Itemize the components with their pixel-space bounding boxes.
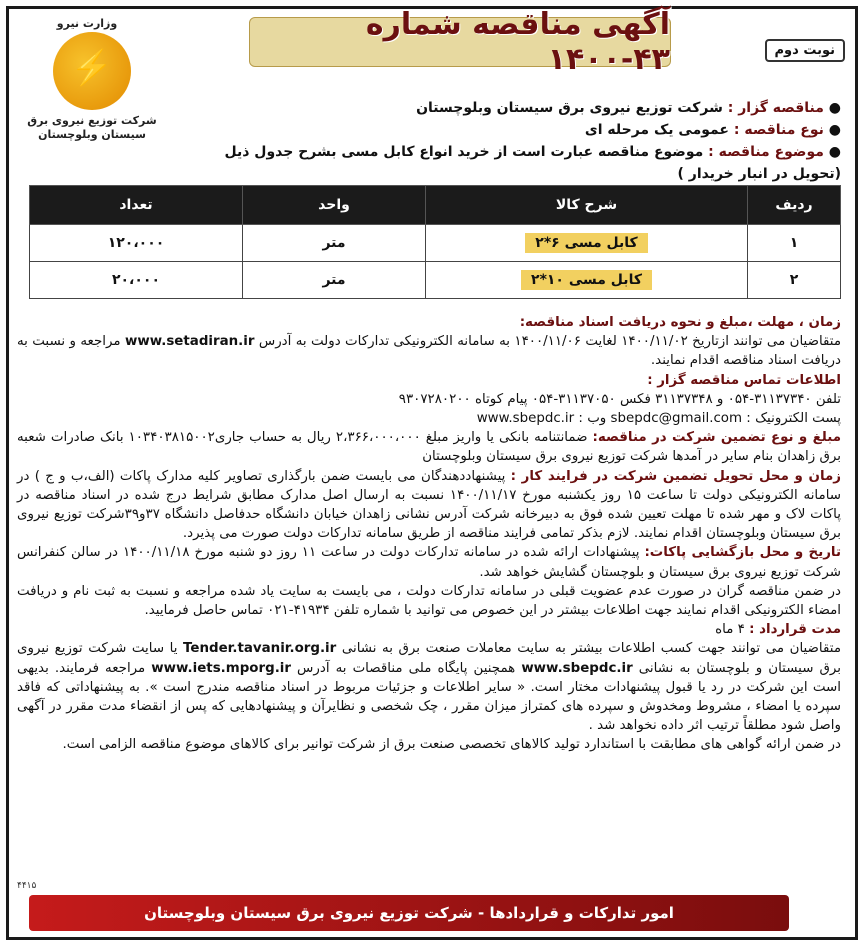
setadiran-link[interactable]: www.setadiran.ir bbox=[124, 334, 255, 350]
section-standards: در ضمن ارائه گواهی های مطابقت با استاندارد تولید کالاهای تخصصی صنعت برق از شرکت توانیر برای کالاهای موضوع مناقصه الزامی است. bbox=[62, 737, 841, 753]
section-documents: زمان ، مهلت ،مبلغ و نحوه دریافت اسناد مناقصه: متقاضیان می توانند ازتاریخ ۱۴۰۰/۱۱/۰۲ لغایت ۱۴۰۰/۱۱/۰۶ به سامانه الکترونیکی تدارکات دولت به آدرس www.setadiran.ir مراجعه و نسبت به دریافت اسناد مناقصه اقدام نمایند. bbox=[17, 315, 842, 369]
header-row-type: ● نوع مناقصه : عمومی یک مرحله ای bbox=[584, 122, 841, 138]
section-registration: در ضمن مناقصه گران در صورت عدم عضویت قبلی در سامانه تدارکات دولت ، می بایست به سایت یاد شده مراجعه و نسبت به ثبت نام و دریافت امضاء الکترونیکی اقدام نمایند جهت اطلاعات بیشتر در این خصوص می توانید با شماره تلفن ۴۱۹۳۴-۰۲۱ تماس حاصل فرمایید. bbox=[17, 583, 841, 619]
table-row: ۱ کابل مسی ۶*۲ متر ۱۲۰،۰۰۰ bbox=[30, 225, 841, 262]
header-row-organizer: ● مناقصه گزار : شرکت توزیع نیروی برق سیستان وبلوچستان bbox=[416, 100, 841, 116]
company-emblem-icon: ⚡ bbox=[53, 32, 131, 110]
col-header-desc: شرح کالا bbox=[426, 186, 748, 225]
ministry-label: وزارت نیرو bbox=[56, 17, 118, 30]
section-contact: اطلاعات تماس مناقصه گزار : تلفن ۳۱۱۳۷۳۴۰-۰۵۴ و ۳۱۱۳۷۳۴۸ فکس ۳۱۱۳۷۰۵۰-۰۵۴ پیام کوتاه ۹۳۰۷۲۸۰۲۰۰ پست الکترونیک : sbepdc@gmail.com وب : www.sbepdc.ir bbox=[398, 372, 841, 427]
iets-link[interactable]: www.iets.mporg.ir bbox=[151, 660, 291, 676]
tavanir-link[interactable]: Tender.tavanir.org.ir bbox=[183, 641, 337, 657]
col-header-row: ردیف bbox=[748, 186, 841, 225]
tender-notice bbox=[6, 6, 858, 940]
company-name-line2: سیستان وبلوچستان bbox=[38, 128, 146, 142]
section-duration: مدت قرارداد : ۴ ماه bbox=[715, 622, 841, 638]
header-row-subject: ● موضوع مناقصه : موضوع مناقصه عبارت است از خرید انواع کابل مسی بشرح جدول ذیل (تحویل در انبار خریدار ) bbox=[224, 144, 841, 182]
company-name-line1: شرکت توزیع نیروی برق bbox=[27, 114, 157, 127]
sbepdc-link[interactable]: www.sbepdc.ir bbox=[521, 660, 633, 676]
notice-body bbox=[17, 313, 841, 755]
items-table bbox=[29, 185, 841, 299]
footer-banner: امور تدارکات و قراردادها - شرکت توزیع نیروی برق سیستان وبلوچستان bbox=[29, 895, 789, 931]
notice-title: آگهی مناقصه شماره ۴۳-۱۴۰۰ bbox=[249, 17, 671, 67]
section-opening: تاریخ و محل بازگشایی پاکات: پیشنهادات ارائه شده در سامانه تدارکات دولت در ساعت ۱۱ روز دو شنبه مورخ ۱۴۰۰/۱۱/۱۸ در سالن کنفرانس شرکت توزیع نیروی برق سیستان و بلوچستان گشایش خواهد شد. bbox=[17, 545, 841, 580]
logo bbox=[17, 17, 167, 157]
table-row: ۲ کابل مسی ۱۰*۲ متر ۲۰،۰۰۰ bbox=[30, 262, 841, 299]
round-badge: نوبت دوم bbox=[765, 39, 845, 62]
col-header-qty: تعداد bbox=[30, 186, 243, 225]
section-more-info: متقاضیان می توانند جهت کسب اطلاعات بیشتر به سایت معاملات صنعت برق به نشانی Tender.tavanir.org.ir یا سایت شرکت توزیع نیروی برق سیستان و بلوچستان به نشانی www.sbepdc.ir همچنین پایگاه ملی مناقصات به آدرس www.iets.mporg.ir مراجعه فرمایند. بدیهی است این شرکت در رد یا قبول پیشنهادات مختار است. « سایر اطلاعات و جزئیات مربوط در اسناد مناقصه مندرج است ». به پیشنهاداتی که فاقد سپرده یا امضاء ، مشروط ومخدوش و سپرده های کمتراز میزان مقرر ، چک شخصی و نظایرآن و پیشنهادهایی که پس از انقضاء مدت مقرر در آگهی واصل شود مطلقاً ترتیب اثر داده نخواهد شد . bbox=[17, 641, 841, 734]
col-header-unit: واحد bbox=[243, 186, 426, 225]
section-delivery: زمان و محل تحویل تضمین شرکت در فرایند کار : پیشنهاددهندگان می بایست ضمن بارگذاری تصاویر کلیه مدارک پاکات (الف،ب و ج ) در سامانه الکترونیکی دولت تا ساعت ۱۵ روز یکشنبه مورخ ۱۴۰۰/۱۱/۱۷ نسبت به ارسال اصل مدارک مطابق شرایط درج شده در اسناد مناقصه در پاکات لاک و مهر شده تا مهلت تعیین شده فوق به دبیرخانه شرکت آدرس نشانی زاهدان خیابان دانشگاه حدفاصل دانشگاه ۳۷و۳۹شرکت توزیع نیروی برق سیستان وبلوچستان اقدام نمایند. لازم بذکر تمامی فرایند مناقصه از طریق سامانه تدارکات دولت صورت می پذیرد. bbox=[17, 468, 841, 542]
notice-code: ۴۴۱۵ bbox=[17, 881, 37, 891]
section-guarantee: مبلغ و نوع تضمین شرکت در مناقصه: ضمانتنامه بانکی یا واریز مبلغ ۲،۳۶۶،۰۰۰،۰۰۰ ریال به حساب جاری۱۰۳۴۰۳۸۱۵۰۰۲ بانک صادرات شعبه برق زاهدان بنام سایر در آمدها شرکت توزیع نیروی برق سیستان وبلوچستان bbox=[17, 430, 841, 465]
